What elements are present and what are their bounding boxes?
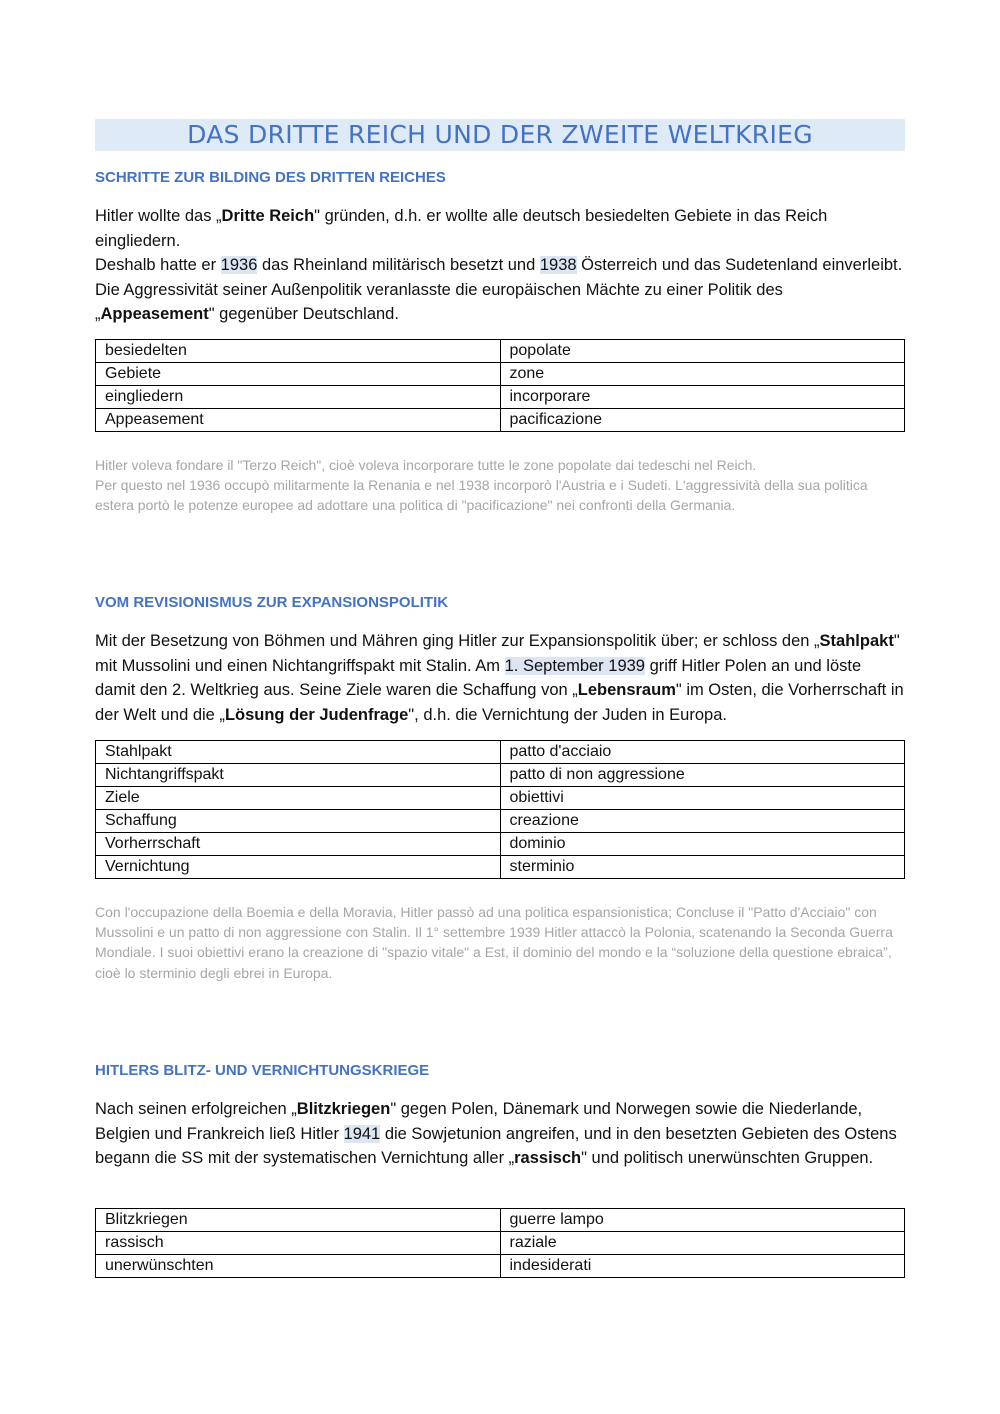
- german-term: Ziele: [96, 787, 501, 810]
- text-run: Hitler wollte das „: [95, 207, 222, 225]
- section-3-paragraph: [95, 1097, 905, 1171]
- table-row: [96, 1255, 905, 1278]
- italian-term: indesiderati: [500, 1255, 905, 1278]
- italian-term: obiettivi: [500, 787, 905, 810]
- table-row: [96, 340, 905, 363]
- bold-term: Lebensraum: [577, 681, 676, 699]
- table-row: [96, 409, 905, 432]
- text-run: Mit der Besetzung von Böhmen und Mähren ging Hitler zur Expansionspolitik über; er schloss den „: [95, 632, 820, 650]
- highlighted-year: 1936: [220, 256, 258, 274]
- table-row: [96, 386, 905, 409]
- bold-term: Appeasement: [100, 305, 209, 323]
- italian-term: popolate: [500, 340, 905, 363]
- vocab-table-2: [95, 740, 905, 879]
- translation-block-2: [95, 902, 905, 983]
- german-term: Nichtangriffspakt: [96, 764, 501, 787]
- bold-term: Blitzkriegen: [296, 1100, 391, 1118]
- text-run: ", d.h. die Vernichtung der Juden in Europa.: [408, 705, 727, 724]
- text-run: " und politisch unerwünschten Gruppen.: [581, 1149, 874, 1167]
- section-2-paragraph: [95, 629, 905, 727]
- table-row: [96, 741, 905, 764]
- section-heading-1: SCHRITTE ZUR BILDING DES DRITTEN REICHES: [95, 169, 446, 186]
- text-run: " gründen, d.h. er wollte alle deutsch besiedelten Gebiete in das Reich eingliedern.: [95, 207, 828, 250]
- german-term: Appeasement: [96, 409, 501, 432]
- vocab-table-1: [95, 339, 905, 432]
- section-heading-2: VOM REVISIONISMUS ZUR EXPANSIONSPOLITIK: [95, 594, 449, 611]
- italian-term: sterminio: [500, 856, 905, 879]
- bold-term: Lösung der Judenfrage: [224, 705, 409, 724]
- translation-block-1: [95, 455, 905, 516]
- text-run: " gegen Polen, Dänemark und Norwegen sowie die Niederlande, Belgien und Frankreich ließ Hitler: [95, 1100, 863, 1143]
- highlighted-year: 1941: [343, 1124, 381, 1143]
- italian-term: raziale: [500, 1232, 905, 1255]
- german-term: Vernichtung: [96, 856, 501, 879]
- german-term: Blitzkriegen: [96, 1209, 501, 1232]
- italian-term: incorporare: [500, 386, 905, 409]
- italian-term: pacificazione: [500, 409, 905, 432]
- text-run: Deshalb hatte er: [95, 256, 221, 274]
- text-run: " im Osten, die Vorherrschaft in der Welt und die „: [95, 681, 904, 724]
- table-row: [96, 833, 905, 856]
- italian-term: creazione: [500, 810, 905, 833]
- german-term: Gebiete: [96, 363, 501, 386]
- italian-term: dominio: [500, 833, 905, 856]
- paragraph-line: [95, 204, 905, 253]
- bold-term: Dritte Reich: [221, 207, 315, 225]
- table-row: [96, 787, 905, 810]
- italian-term: zone: [500, 363, 905, 386]
- table-row: [96, 1232, 905, 1255]
- section-heading-3: HITLERS BLITZ- UND VERNICHTUNGSKRIEGE: [95, 1062, 430, 1079]
- text-run: " mit Mussolini und einen Nichtangriffspakt mit Stalin. Am: [95, 632, 900, 675]
- text-run: griff Hitler Polen an und löste damit den 2. Weltkrieg aus. Seine Ziele waren die Schaffung von „: [95, 656, 862, 699]
- italian-term: guerre lampo: [500, 1209, 905, 1232]
- text-run: das Rheinland militärisch besetzt und: [257, 256, 540, 274]
- bold-term: rassisch: [514, 1149, 582, 1167]
- german-term: Schaffung: [96, 810, 501, 833]
- highlighted-date: 1. September 1939: [504, 656, 645, 675]
- german-term: unerwünschten: [96, 1255, 501, 1278]
- paragraph-line: [95, 1097, 905, 1171]
- document-title: DAS DRITTE REICH UND DER ZWEITE WELTKRIEG: [95, 119, 905, 151]
- text-run: Österreich und das Sudetenland einverleibt. Die Aggressivität seiner Außenpolitik veranlasste die europäischen Mächte zu einer Politik des „: [95, 256, 903, 323]
- bold-term: Stahlpakt: [819, 632, 894, 650]
- table-row: [96, 856, 905, 879]
- text-run: Nach seinen erfolgreichen „: [95, 1100, 297, 1118]
- german-term: Stahlpakt: [96, 741, 501, 764]
- highlighted-year: 1938: [539, 256, 577, 274]
- table-row: [96, 363, 905, 386]
- vocab-table-3: [95, 1208, 905, 1278]
- table-row: [96, 1209, 905, 1232]
- translation-text: Hitler voleva fondare il "Terzo Reich", cioè voleva incorporare tutte le zone popolate dai tedeschi nel Reich.: [95, 457, 757, 473]
- italian-term: patto di non aggressione: [500, 764, 905, 787]
- german-term: Vorherrschaft: [96, 833, 501, 856]
- text-run: die Sowjetunion angreifen, und in den besetzten Gebieten des Ostens begann die SS mit der systematischen Vernichtung aller „: [95, 1124, 897, 1167]
- german-term: eingliedern: [96, 386, 501, 409]
- translation-text: Con l'occupazione della Boemia e della Moravia, Hitler passò ad una politica espansionistica; Concluse il "Patto d'Acciaio" con Mussolini e un patto di non aggressione con Stalin. Il 1° settembre 1939 Hitler attaccò la Polonia, scatenando la Seconda Guerra Mondiale. I suoi obiettivi erano la creazione di "spazio vitale" a Est, il dominio del mondo e la “soluzione della questione ebraica”, cioè lo sterminio degli ebrei in Europa.: [95, 904, 893, 981]
- italian-term: patto d'acciaio: [500, 741, 905, 764]
- paragraph-line: [95, 253, 905, 327]
- section-1-paragraph: [95, 204, 905, 327]
- translation-text: Per questo nel 1936 occupò militarmente la Renania e nel 1938 incorporò l'Austria e i Sudeti. L'aggressività della sua politica estera portò le potenze europee ad adottare una politica di "pacificazione" nei confronti della Germania.: [95, 477, 868, 514]
- text-run: " gegenüber Deutschland.: [208, 305, 399, 323]
- table-row: [96, 764, 905, 787]
- table-row: [96, 810, 905, 833]
- paragraph-line: [95, 629, 905, 727]
- german-term: besiedelten: [96, 340, 501, 363]
- german-term: rassisch: [96, 1232, 501, 1255]
